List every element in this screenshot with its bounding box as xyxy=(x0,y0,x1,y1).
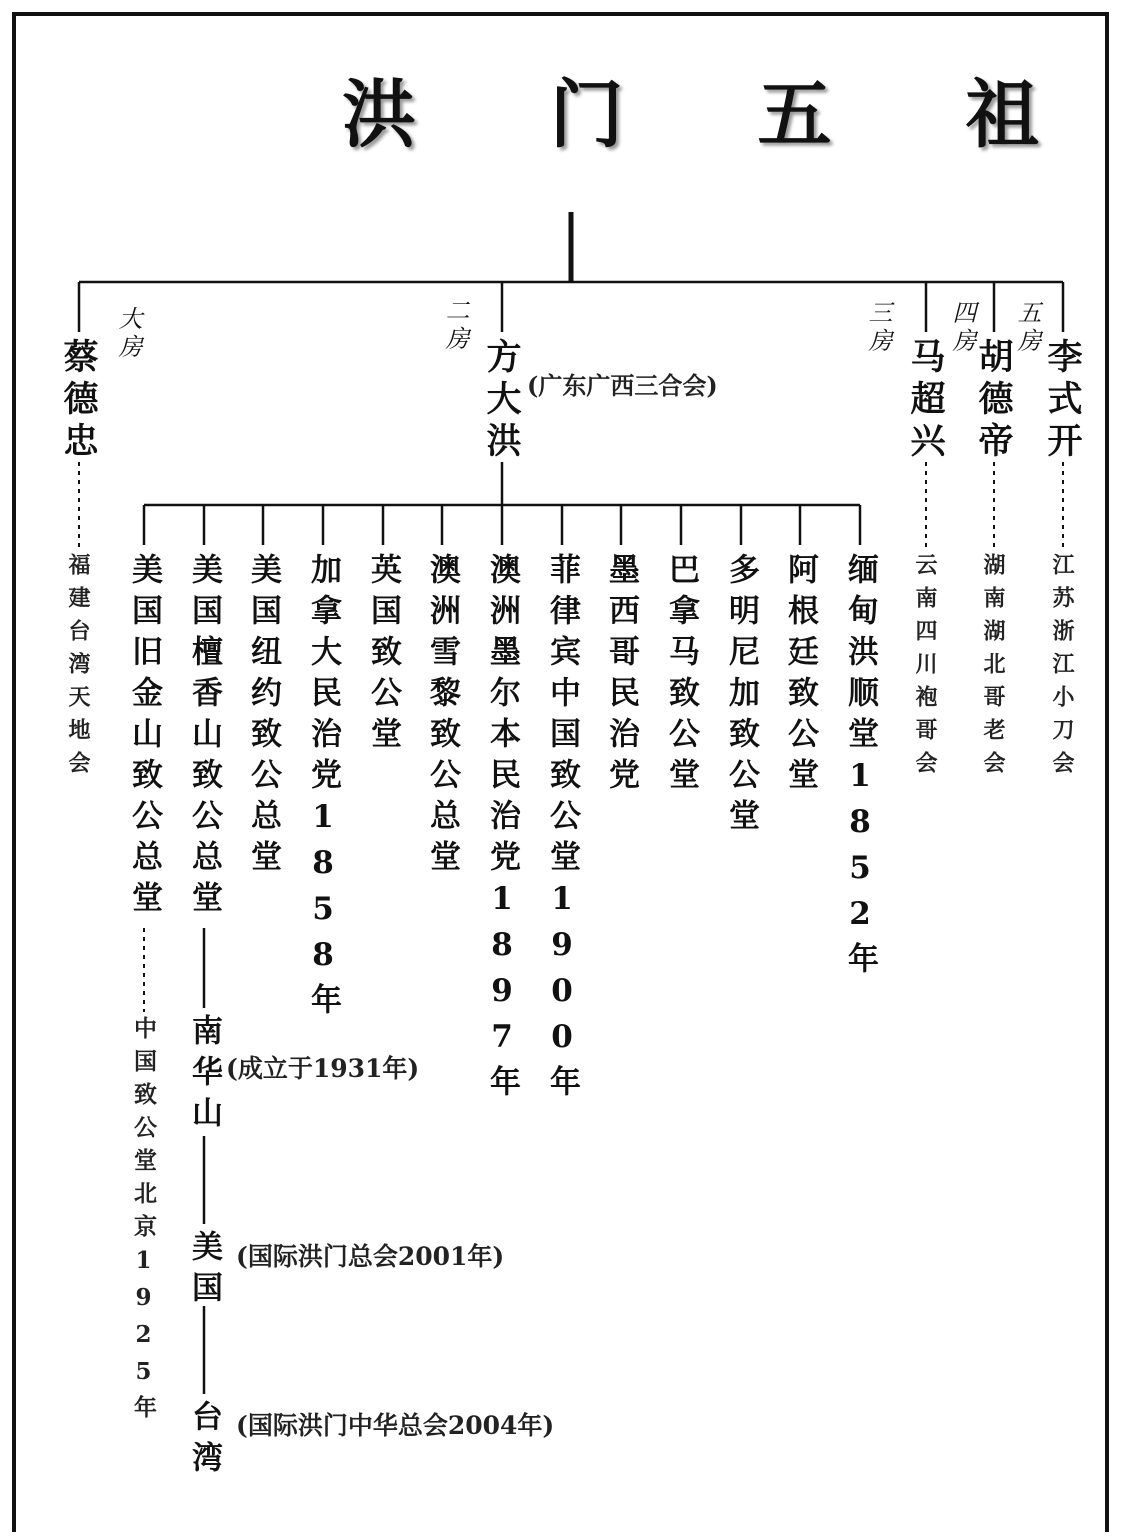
chart-title: 洪 门 五 祖 xyxy=(342,72,1094,158)
group-ma: 云南四川袍哥会 xyxy=(912,553,938,784)
founder-li: 李式开 xyxy=(1042,338,1083,464)
fang-label-cai: 大房 xyxy=(114,306,142,362)
founder-hu: 胡德帝 xyxy=(973,338,1014,464)
branch-node: 巴拿马致公堂 xyxy=(663,553,699,799)
founder-ma: 马超兴 xyxy=(905,338,946,464)
fang-label-ma: 三房 xyxy=(864,300,892,356)
branch-node: 加拿大民治党1858年 xyxy=(305,553,341,1024)
lineage-note-usa: (国际洪门总会2001年) xyxy=(236,1242,505,1271)
fang-note: (广东广西三合会) xyxy=(527,371,718,400)
branch-node: 英国致公堂 xyxy=(365,553,401,758)
group-cai: 福建台湾天地会 xyxy=(65,553,91,784)
lineage-node-usa: 美国 xyxy=(186,1230,222,1312)
branch-node: 墨西哥民治党 xyxy=(603,553,639,799)
branch-node: 美国纽约致公总堂 xyxy=(245,553,281,881)
branch-node: 多明尼加致公堂 xyxy=(723,553,759,840)
branch-node: 阿根廷致公堂 xyxy=(782,553,818,799)
beijing-branch: 中国致公堂北京1925年 xyxy=(130,1016,157,1428)
branch-node: 澳洲墨尔本民治党1897年 xyxy=(484,553,520,1106)
branch-node: 菲律宾中国致公堂1900年 xyxy=(544,553,580,1106)
fang-label-fang: 二房 xyxy=(441,298,469,354)
lineage-note-nanhuashan: (成立于1931年) xyxy=(226,1054,420,1083)
group-li: 江苏浙江小刀会 xyxy=(1049,553,1075,784)
founder-fang: 方大洪 xyxy=(481,338,522,464)
lineage-node-nanhuashan: 南华山 xyxy=(186,1014,222,1137)
fang-label-hu: 四房 xyxy=(948,300,976,356)
branch-node: 美国檀香山致公总堂 xyxy=(186,553,222,922)
branch-drops xyxy=(144,505,860,545)
group-hu: 湖南湖北哥老会 xyxy=(980,553,1006,784)
branch-node: 缅甸洪顺堂1852年 xyxy=(842,553,878,983)
branch-node: 美国旧金山致公总堂 xyxy=(126,553,162,922)
fang-label-li: 五房 xyxy=(1013,300,1041,356)
lineage-node-taiwan: 台湾 xyxy=(186,1400,222,1482)
founder-cai: 蔡德忠 xyxy=(58,338,99,464)
branch-node: 澳洲雪黎致公总堂 xyxy=(424,553,460,881)
lineage-note-taiwan: (国际洪门中华总会2004年) xyxy=(236,1411,555,1440)
